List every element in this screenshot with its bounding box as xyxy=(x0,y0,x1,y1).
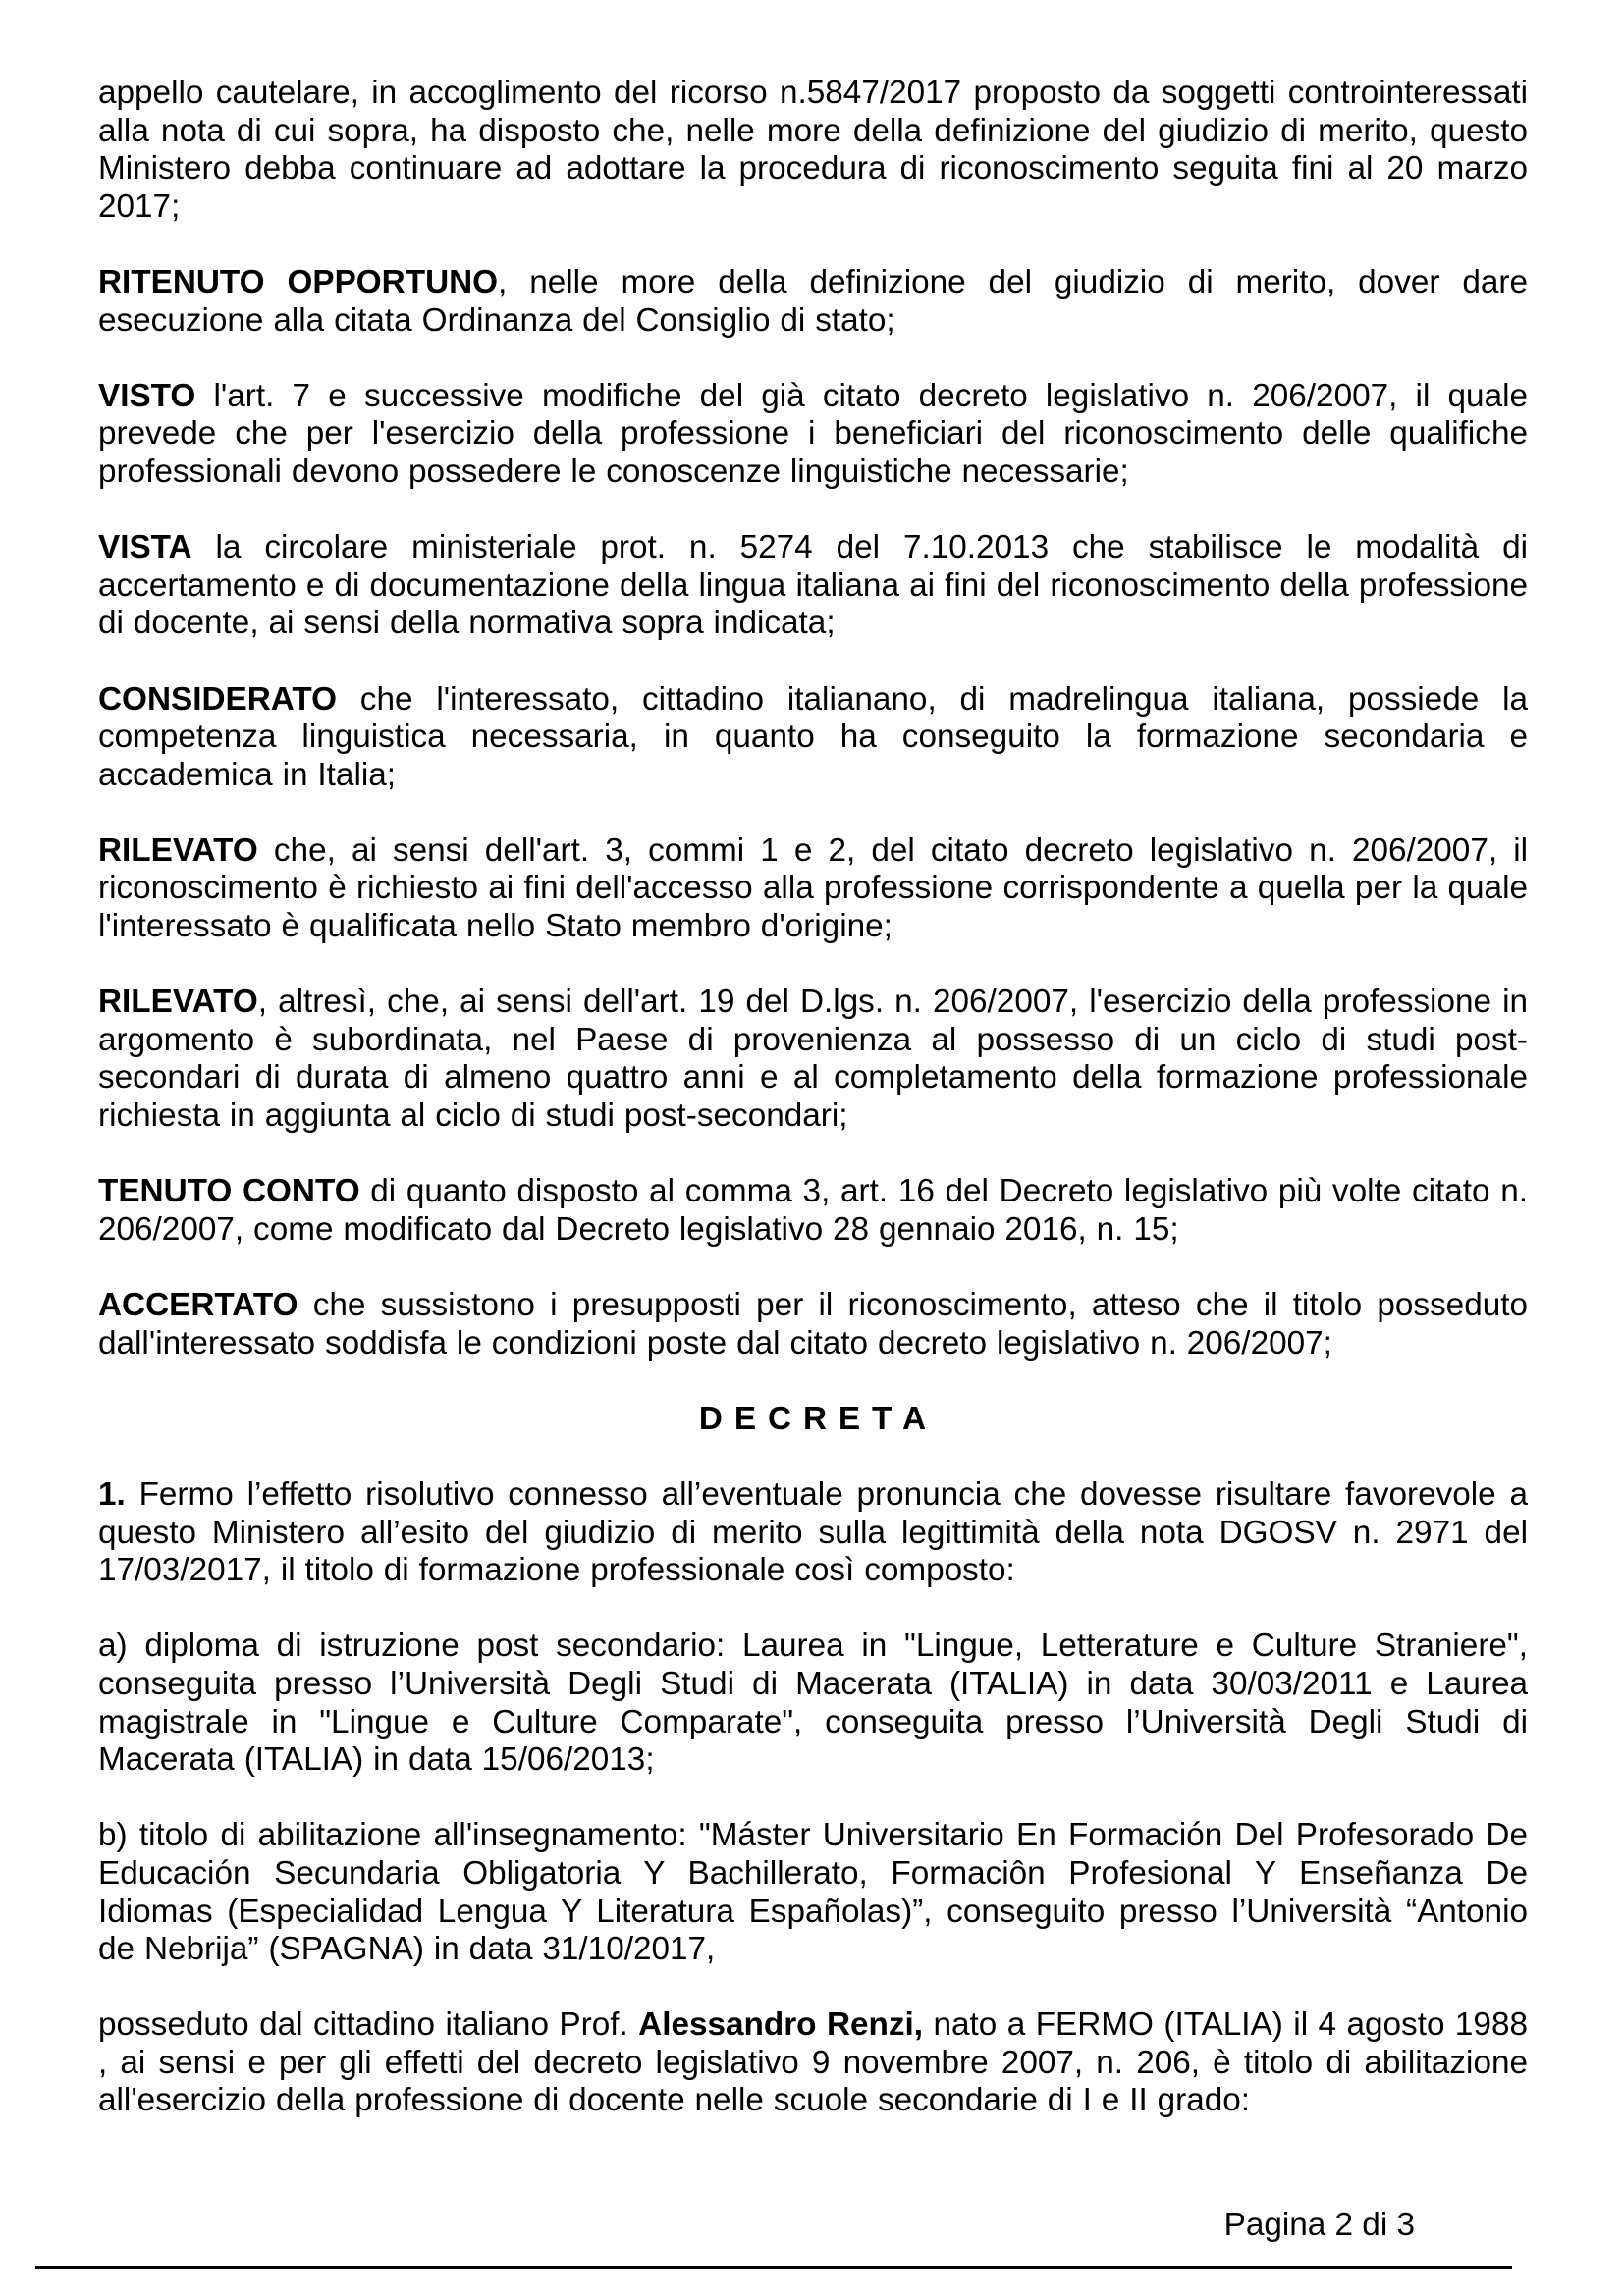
text-segment: che l'interessato, cittadino italianano, di madrelingua italiana, possiede la competenza linguistica necessaria, in quanto ha conseguito la formazione secondaria e accademica in Italia; xyxy=(98,680,1528,793)
bold-text-segment: ACCERTATO xyxy=(98,1287,298,1323)
paragraph-ritenuto-opportuno xyxy=(98,264,1528,340)
paragraph-accertato xyxy=(98,1287,1528,1362)
paragraph-visto xyxy=(98,378,1528,492)
text-segment: b) titolo di abilitazione all'insegnamento: "Máster Universitario En Formación Del Profesorado De Educación Secundaria Obligatoria Y Bachillerato, Formaciôn Profesional Y Enseñanza De Idiomas (Especialidad Lengua Y Literatura Españolas)”, conseguito presso l’Università “Antonio de Nebrija” (SPAGNA) in data 31/10/2017, xyxy=(98,1817,1528,1968)
text-segment: appello cautelare, in accoglimento del ricorso n.5847/2017 proposto da soggetti controinteressati alla nota di cui sopra, ha disposto che, nelle more della definizione del giudizio di merito, questo Ministero debba continuare ad adottare la procedura di riconoscimento seguita fini al 20 marzo 2017; xyxy=(98,75,1528,225)
footer-divider xyxy=(35,2266,1512,2269)
bold-text-segment: RILEVATO xyxy=(98,984,258,1021)
bold-text-segment: 1. xyxy=(98,1475,126,1513)
text-segment: di quanto disposto al comma 3, art. 16 del Decreto legislativo più volte citato n. 206/2007, come modificato dal Decreto legislativo 28 gennaio 2016, n. 15; xyxy=(98,1173,1528,1248)
text-segment: che, ai sensi dell'art. 3, commi 1 e 2, del citato decreto legislativo n. 206/2007, il riconoscimento è richiesto ai fini dell'accesso alla professione corrispondente a quella per la quale l'interessato è qualificata nello Stato membro d'origine; xyxy=(98,831,1528,945)
text-segment: , altresì, che, ai sensi dell'art. 19 del D.lgs. n. 206/2007, l'esercizio della professione in argomento è subordinata, nel Paese di provenienza al possesso di un ciclo di studi post-secondari di durata di almeno quattro anni e al completamento della formazione professionale richiesta in aggiunta al ciclo di studi post-secondari; xyxy=(98,984,1528,1135)
document-body xyxy=(98,75,1528,2159)
paragraph-titolo-b xyxy=(98,1817,1528,1968)
text-segment: a) diploma di istruzione post secondario: Laurea in "Lingue, Letterature e Culture Straniere", conseguita presso l’Università Degli Studi di Macerata (ITALIA) in data 30/03/2011 e Laurea magistrale in "Lingue e Culture Comparate", conseguita presso l’Università Degli Studi di Macerata (ITALIA) in data 15/06/2013; xyxy=(98,1628,1528,1779)
text-segment: posseduto dal cittadino italiano Prof. xyxy=(98,2006,639,2044)
paragraph-tenuto-conto xyxy=(98,1173,1528,1249)
paragraph-rilevato-2 xyxy=(98,984,1528,1135)
bold-text-segment: RITENUTO OPPORTUNO xyxy=(98,263,499,300)
text-segment: , nelle more della definizione del giudizio di merito, dover dare esecuzione alla citata Ordinanza del Consiglio di stato; xyxy=(98,263,1528,339)
bold-text-segment: RILEVATO xyxy=(98,831,258,869)
paragraph-considerato xyxy=(98,681,1528,795)
text-segment: la circolare ministeriale prot. n. 5274 del 7.10.2013 che stabilisce le modalità di accertamento e di documentazione della lingua italiana ai fini del riconoscimento della professione di docente, ai sensi della normativa sopra indicata; xyxy=(98,529,1528,642)
bold-text-segment: TENUTO CONTO xyxy=(98,1173,360,1210)
paragraph-decreto-punto-1 xyxy=(98,1476,1528,1590)
bold-text-segment: VISTA xyxy=(98,529,192,566)
paragraph-vista xyxy=(98,529,1528,643)
paragraph-titolo-a xyxy=(98,1628,1528,1779)
bold-text-segment: VISTO xyxy=(98,377,196,414)
text-segment: nato a FERMO (ITALIA) il 4 agosto 1988 , ai sensi e per gli effetti del decreto legislativo 9 novembre 2007, n. 206, è titolo di abilitazione all'esercizio della professione di docente nelle scuole secondarie di I e II grado: xyxy=(98,2006,1528,2119)
decreta-heading xyxy=(98,1401,1528,1439)
bold-text-segment: D E C R E T A xyxy=(698,1400,928,1437)
bold-text-segment: CONSIDERATO xyxy=(98,680,337,718)
paragraph-posseduto xyxy=(98,2006,1528,2120)
bold-text-segment: Alessandro Renzi, xyxy=(638,2006,924,2044)
paragraph-rilevato-1 xyxy=(98,832,1528,946)
paragraph-appello-cautelare xyxy=(98,75,1528,226)
page-number: Pagina 2 di 3 xyxy=(1223,2207,1415,2243)
text-segment: che sussistono i presupposti per il riconoscimento, atteso che il titolo posseduto dall'interessato soddisfa le condizioni poste dal citato decreto legislativo n. 206/2007; xyxy=(98,1287,1528,1362)
text-segment: Fermo l’effetto risolutivo connesso all’eventuale pronuncia che dovesse risultare favorevole a questo Ministero all’esito del giudizio di merito sulla legittimità della nota DGOSV n. 2971 del 17/03/2017, il titolo di formazione professionale così composto: xyxy=(98,1475,1528,1589)
text-segment: l'art. 7 e successive modifiche del già citato decreto legislativo n. 206/2007, il quale prevede che per l'esercizio della professione i beneficiari del riconoscimento delle qualifiche professionali devono possedere le conoscenze linguistiche necessarie; xyxy=(98,377,1528,490)
